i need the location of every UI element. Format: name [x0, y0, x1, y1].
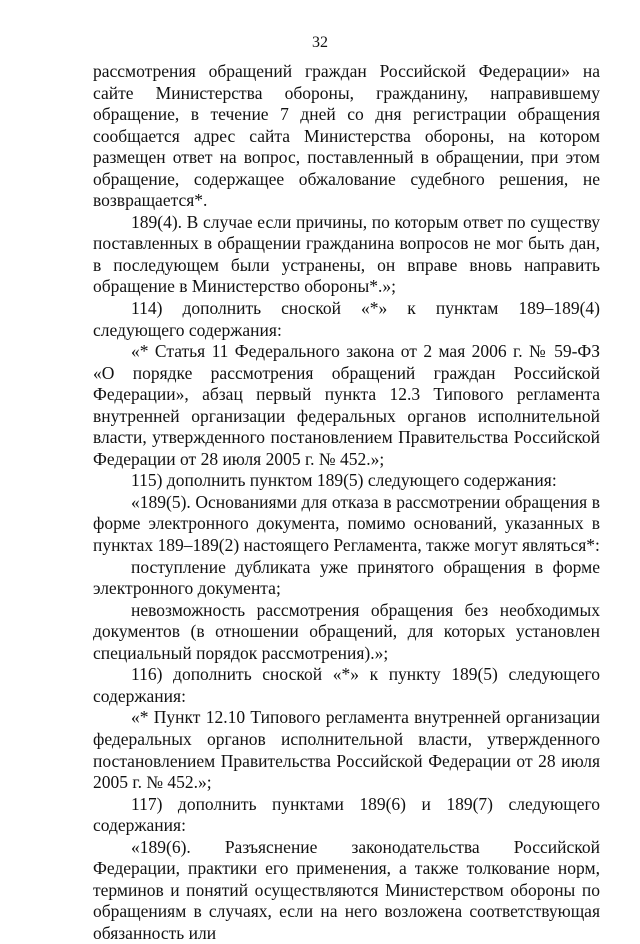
- paragraph-impossibility: невозможность рассмотрения обращения без необходимых документов (в отношении обращений, для которых установлен специальный порядок рассмотрения).»;: [93, 599, 600, 663]
- paragraph-duplicate: поступление дубликата уже принятого обращения в форме электронного документа;: [93, 556, 600, 599]
- paragraph-189-5: «189(5). Основаниями для отказа в рассмотрении обращения в форме электронного документа, помимо оснований, указанных в пунктах 189–189(2) настоящего Регламента, также могут являться*:: [93, 491, 600, 556]
- paragraph-item-116: 116) дополнить сноской «*» к пункту 189(5) следующего содержания:: [93, 664, 600, 706]
- paragraph-189-6: «189(6). Разъяснение законодательства Российской Федерации, практики его применения, а также толкование норм, терминов и понятий осуществляются Министерством обороны по обращениям в случаях, если на него возложена соответствующая обязанность или: [93, 836, 600, 943]
- page-number: 32: [312, 34, 328, 51]
- paragraph-item-117: 117) дополнить пунктами 189(6) и 189(7) следующего содержания:: [93, 793, 600, 836]
- document-body: [93, 61, 600, 944]
- paragraph-item-114: 114) дополнить сноской «*» к пунктам 189–189(4) следующего содержания:: [93, 298, 600, 340]
- paragraph-continuation: рассмотрения обращений граждан Российской Федерации» на сайте Министерства обороны, гражданину, направившему обращение, в течение 7 дней со дня регистрации обращения сообщается адрес сайта Министерства обороны, на котором размещен ответ на вопрос, поставленный в обращении, при этом обращение, содержащее обжалование судебного решения, не возвращается*.: [93, 61, 600, 211]
- paragraph-footnote-114: «* Статья 11 Федерального закона от 2 мая 2006 г. № 59-ФЗ «О порядке рассмотрения обращений граждан Российской Федерации», абзац первый пункта 12.3 Типового регламента внутренней организации федеральных органов исполнительной власти, утвержденного постановлением Правительства Российской Федерации от 28 июля 2005 г. № 452.»;: [93, 341, 600, 469]
- paragraph-189-4: 189(4). В случае если причины, по которым ответ по существу поставленных в обращении гражданина вопросов не мог быть дан, в последующем были устранены, он вправе вновь направить обращение в Министерство обороны*.»;: [93, 211, 600, 297]
- paragraph-item-115: 115) дополнить пунктом 189(5) следующего содержания:: [131, 470, 557, 491]
- paragraph-footnote-116: «* Пункт 12.10 Типового регламента внутренней организации федеральных органов исполнительной власти, утвержденного постановлением Правительства Российской Федерации от 28 июля 2005 г. № 452.»;: [93, 707, 600, 793]
